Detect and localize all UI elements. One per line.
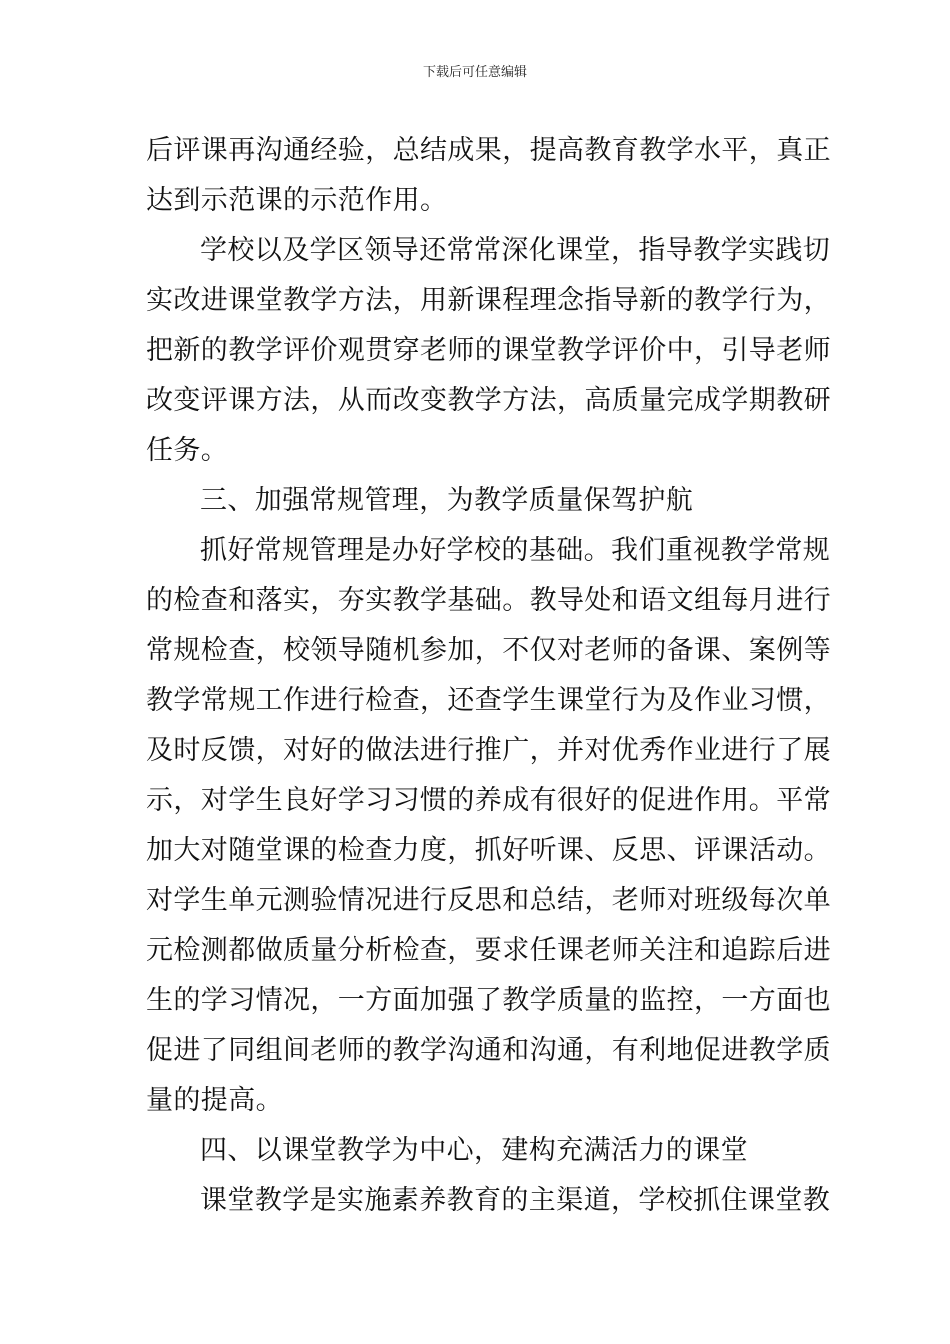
section-heading-4: 四、以课堂教学为中心，建构充满活力的课堂 [200,1135,748,1166]
document-body [146,126,831,1226]
paragraph-start: 学校以及学区领导还常常深化课堂，指导教学实践切 [200,235,831,266]
text-line: 实改进课堂教学方法，用新课程理念指导新的教学行为， [146,285,831,316]
text-line: 后评课再沟通经验，总结成果，提高教育教学水平，真正 [146,135,831,166]
text-line: 把新的教学评价观贯穿老师的课堂教学评价中，引导老师 [146,335,831,366]
paragraph-start: 课堂教学是实施素养教育的主渠道，学校抓住课堂教 [200,1185,831,1216]
section-heading-3: 三、加强常规管理，为教学质量保驾护航 [200,485,694,516]
text-line: 的检查和落实，夯实教学基础。教导处和语文组每月进行 [146,585,831,616]
text-line: 改变评课方法，从而改变教学方法，高质量完成学期教研 [146,385,831,416]
paragraph-start: 抓好常规管理是办好学校的基础。我们重视教学常规 [200,535,831,566]
text-line: 元检测都做质量分析检查，要求任课老师关注和追踪后进 [146,935,831,966]
text-line: 生的学习情况，一方面加强了教学质量的监控，一方面也 [146,985,831,1016]
text-line: 达到示范课的示范作用。 [146,185,448,216]
text-line: 教学常规工作进行检查，还查学生课堂行为及作业习惯， [146,685,831,716]
text-line: 对学生单元测验情况进行反思和总结，老师对班级每次单 [146,885,831,916]
text-line: 示，对学生良好学习习惯的养成有很好的促进作用。平常 [146,785,831,816]
page-header: 下载后可任意编辑 [422,65,527,80]
text-line: 常规检查，校领导随机参加，不仅对老师的备课、案例等 [146,635,831,666]
text-line: 加大对随堂课的检查力度，抓好听课、反思、评课活动。 [146,835,831,866]
text-line: 促进了同组间老师的教学沟通和沟通，有利地促进教学质 [146,1035,831,1066]
text-line: 及时反馈，对好的做法进行推广，并对优秀作业进行了展 [146,735,831,766]
text-line: 量的提高。 [146,1085,283,1116]
text-line: 任务。 [146,435,229,466]
